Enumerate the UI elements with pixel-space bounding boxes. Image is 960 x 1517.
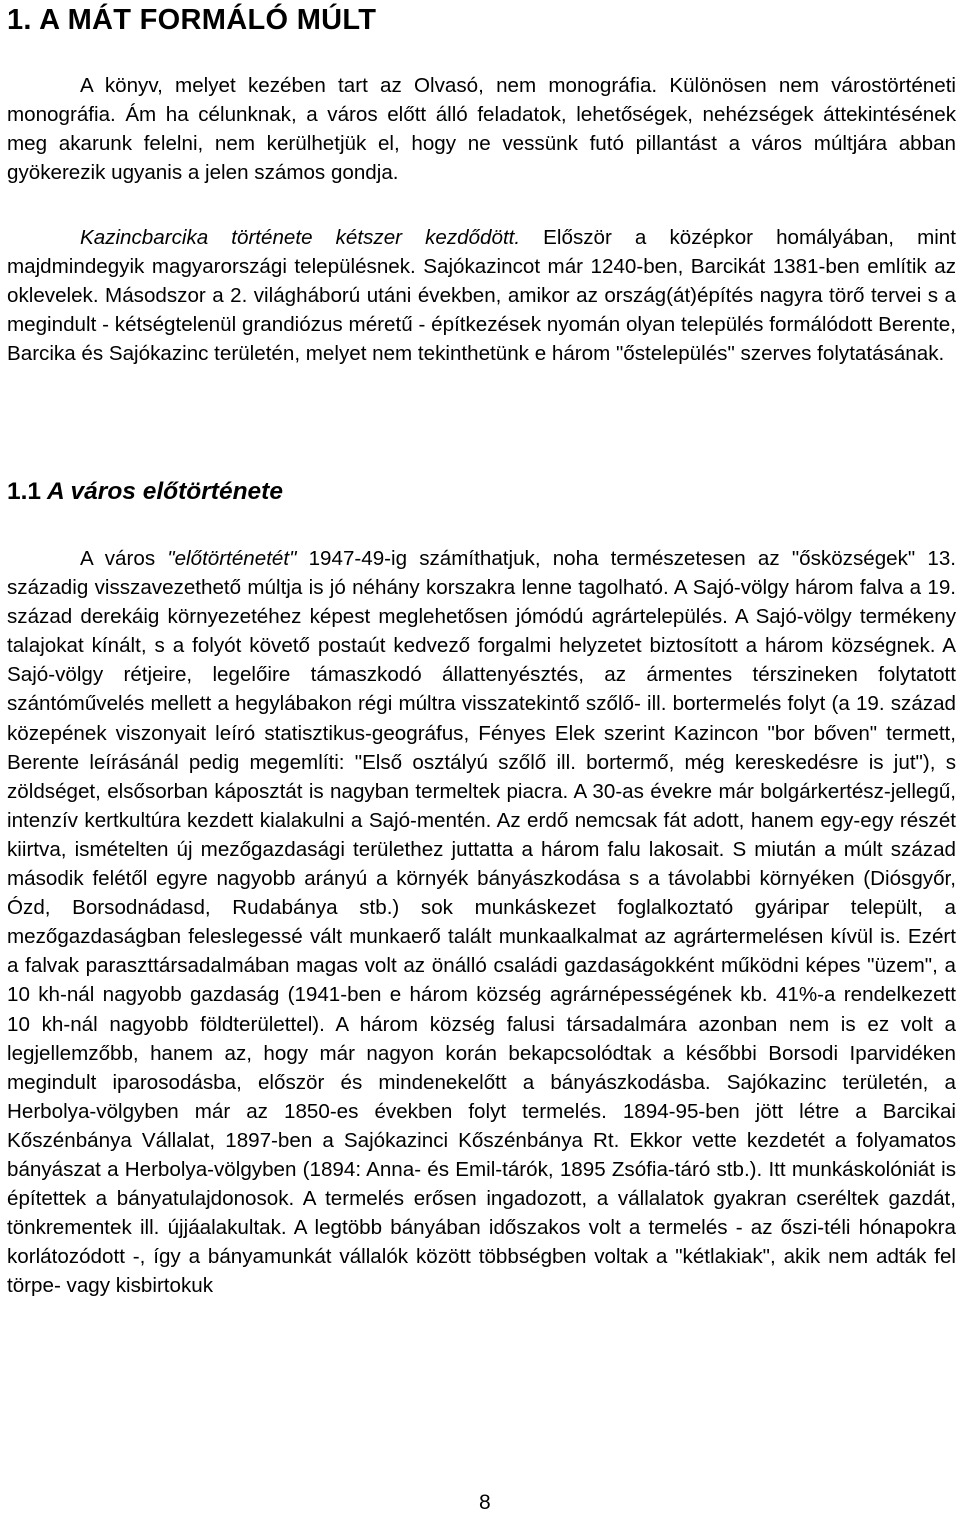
section-title: A város előtörténete <box>46 478 283 505</box>
history-text-before: A város <box>80 547 168 570</box>
origin-text: Először a középkor homályában, mint majdmindegyik magyarországi településnek. Sajókazincot már 1240-ben, Barcikát 1381-ben említik az oklevelek. Másodszor a 2. világháború utáni években, amikor az ország(át)építés nagyra törő tervei s a megindult - kétségtelenül grandiózus méretű - építkezések nyomán olyan település formálódott Berente, Barcika és Sajókazinc területén, melyet nem tekinthetünk e három "őstelepülés" szerves folytatásának. <box>7 226 956 366</box>
history-italic-term: "előtörténetét" <box>167 547 297 570</box>
origin-italic-lead: Kazincbarcika története kétszer kezdődött. <box>80 226 521 249</box>
page-number: 8 <box>479 1491 491 1514</box>
chapter-title: 1. A MÁT FORMÁLÓ MÚLT <box>7 4 377 36</box>
section-number: 1.1 <box>7 478 42 505</box>
section-heading <box>7 478 283 506</box>
intro-paragraph <box>7 71 956 187</box>
intro-text: A könyv, melyet kezében tart az Olvasó, nem monográfia. Különösen nem várostörténeti monográfia. Ám ha célunknak, a város előtt álló feladatok, lehetőségek, nehézségek áttekintésének meg akarunk felelni, nem kerülhetjük el, hogy ne vessünk futó pillantást a város múltjára abban gyökerezik ugyanis a jelen számos gondja. <box>7 74 956 185</box>
history-text-after: 1947-49-ig számíthatjuk, noha természetesen az "ősközségek" 13. századig visszavezethető múltja is jó néhány korszakra lenne tagolható. A Sajó-völgy három falva a 19. század derekáig környezetéhez képest meglehetősen jómódú agrártelepülés. A Sajó-völgy termékeny talajokat kínált, s a folyót követő postaút kedvező forgalmi helyzetet biztosított a három községnek. A Sajó-völgy rétjeire, legelőire támaszkodó állattenyésztés, az ármentes térszineken folytatott szántóművelés mellett a hegylábakon régi múltra visszatekintő szőlő- ill. bortermelés folyt (a 19. század közepének viszonyait leíró statisztikus-geográfus, Fényes Elek szerint Kazincon "bor bőven" termett, Berente leírásánál pedig megemlíti: "Első osztályú szőlő ill. bortermő, még kereskedésre is jut"), s zöldséget, elsősorban káposztát is nagyban termeltek piacra. A 30-as évekre már bolgárkertész-jellegű, intenzív kertkultúra kezdett kialakulni a Sajó-mentén. Az erdő nemcsak fát adott, hanem egy-egy részét kiirtva, ismételten új mezőgazdasági területhez juttatta a három falu lakosait. S miután a múlt század második felétől egyre nagyobb arányú a környék bányászkodása s a távolabbi környéken (Diósgyőr, Ózd, Borsodnádasd, Rudabánya stb.) sok munkáskezet foglalkoztató gyáripar települt, a mezőgazdaságban feleslegessé vált munkaerő talált munkaalkalmat az agrártermelésen kívül is. Ezért a falvak paraszttársadalmában magas volt az önálló családi gazdaságokként működni képes "üzem", a 10 kh-nál nagyobb gazdaság (1941-ben e három község agrárnépességének kb. 41%-a rendelkezett 10 kh-nál nagyobb földterülettel). A három község falusi társadalmára azonban nem is ez volt a legjellemzőbb, hanem az, hogy már nagyon korán bekapcsolódtak a későbbi Borsodi Iparvidéken megindult iparosodásba, először és mindenekelőtt a bányászkodásba. Sajókazinc területén, a Herbolya-völgyben már az 1850-es években folyt termelés. 1894-95-ben jött létre a Barcikai Kőszénbánya Vállalat, 1897-ben a Sajókazinci Kőszénbánya Rt. Ekkor vette kezdetét a folyamatos bányászat a Herbolya-völgyben (1894: Anna- és Emil-tárók, 1895 Zsófia-táró stb.). Itt munkáskolóniát is építettek a bányatulajdonosok. A termelés erősen ingadozott, a vállalatok gyakran cseréltek gazdát, tönkrementek ill. újjáalakultak. A legtöbb bányában időszakos volt a termelés - az őszi-téli hónapokra korlátozódott -, így a bányamunkát vállalók között többségben voltak a "kétlakiak", akik nem adták fel törpe- vagy kisbirtokuk <box>7 547 956 1298</box>
origin-paragraph <box>7 223 956 368</box>
history-paragraph <box>7 544 956 1300</box>
